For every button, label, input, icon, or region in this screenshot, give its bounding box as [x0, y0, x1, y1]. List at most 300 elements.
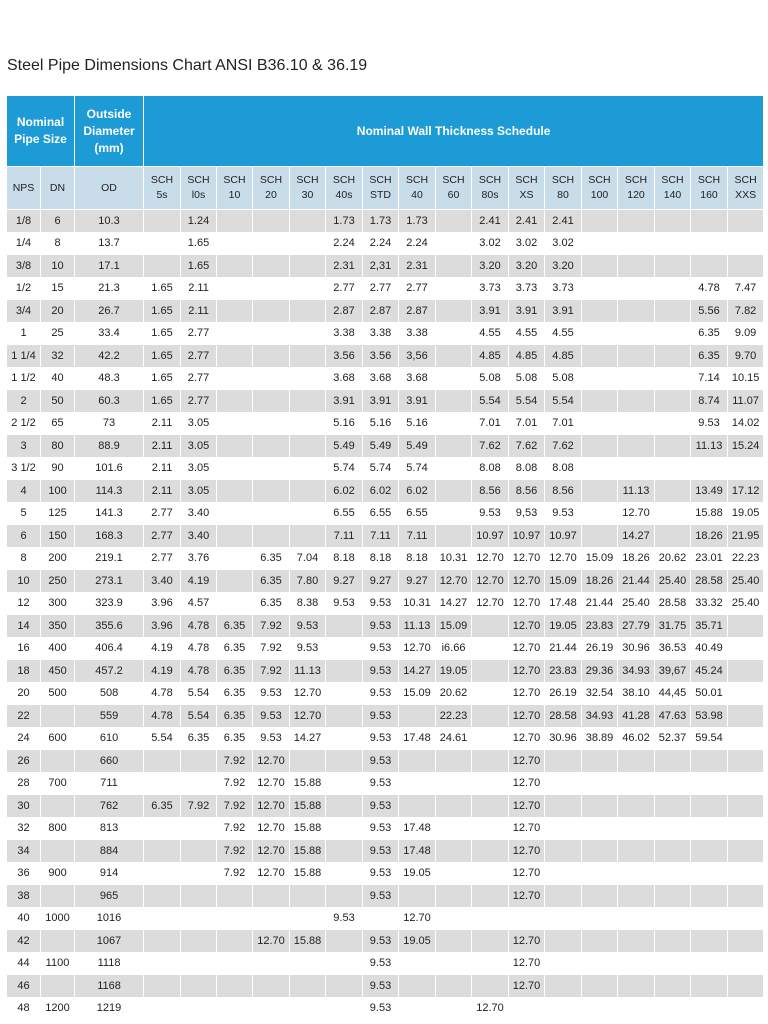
- cell-wall-thickness: [728, 660, 764, 683]
- header-schedule: SCH 80: [545, 167, 582, 210]
- cell-wall-thickness: 52.37: [655, 727, 691, 750]
- cell-wall-thickness: [545, 862, 582, 885]
- cell-wall-thickness: 12.70: [509, 862, 545, 885]
- cell-wall-thickness: [436, 930, 472, 953]
- cell-wall-thickness: [436, 885, 472, 908]
- cell-od: 1168: [75, 975, 144, 998]
- cell-wall-thickness: 3.73: [472, 277, 509, 300]
- cell-wall-thickness: 12.70: [509, 570, 545, 593]
- cell-wall-thickness: 2.77: [181, 345, 217, 368]
- cell-wall-thickness: 9.53: [326, 592, 363, 615]
- cell-wall-thickness: [545, 840, 582, 863]
- pipe-dimensions-table: [6, 95, 764, 1020]
- cell-wall-thickness: [290, 412, 326, 435]
- table-row: [7, 547, 764, 570]
- cell-wall-thickness: 12.70: [509, 795, 545, 818]
- cell-wall-thickness: 5.16: [326, 412, 363, 435]
- cell-wall-thickness: [326, 750, 363, 773]
- cell-wall-thickness: [290, 367, 326, 390]
- cell-wall-thickness: [582, 975, 618, 998]
- cell-nps: 46: [7, 975, 41, 998]
- cell-wall-thickness: 45.24: [691, 660, 728, 683]
- cell-wall-thickness: [728, 997, 764, 1020]
- cell-dn: 125: [41, 502, 75, 525]
- cell-wall-thickness: [618, 367, 655, 390]
- cell-nps: 3: [7, 435, 41, 458]
- cell-wall-thickness: [217, 480, 253, 503]
- table-row: [7, 907, 764, 930]
- cell-wall-thickness: 18.26: [618, 547, 655, 570]
- cell-od: 114.3: [75, 480, 144, 503]
- cell-wall-thickness: [217, 930, 253, 953]
- cell-wall-thickness: 9.53: [363, 885, 399, 908]
- cell-wall-thickness: 12.70: [509, 592, 545, 615]
- cell-wall-thickness: 1.65: [144, 300, 181, 323]
- cell-wall-thickness: [290, 390, 326, 413]
- table-row: [7, 525, 764, 548]
- cell-wall-thickness: 19.05: [545, 615, 582, 638]
- cell-od: 48.3: [75, 367, 144, 390]
- cell-wall-thickness: [253, 997, 290, 1020]
- cell-wall-thickness: [618, 930, 655, 953]
- cell-wall-thickness: [253, 502, 290, 525]
- cell-wall-thickness: [326, 660, 363, 683]
- cell-wall-thickness: [472, 952, 509, 975]
- cell-wall-thickness: [144, 255, 181, 278]
- page-title: Steel Pipe Dimensions Chart ANSI B36.10 & 36.19: [7, 57, 368, 74]
- cell-wall-thickness: 8.56: [545, 480, 582, 503]
- cell-wall-thickness: 1.73: [326, 210, 363, 233]
- cell-wall-thickness: [545, 795, 582, 818]
- cell-dn: 80: [41, 435, 75, 458]
- cell-nps: 30: [7, 795, 41, 818]
- cell-wall-thickness: [326, 862, 363, 885]
- cell-wall-thickness: [655, 795, 691, 818]
- cell-wall-thickness: [181, 862, 217, 885]
- table-row: [7, 952, 764, 975]
- cell-dn: [41, 975, 75, 998]
- cell-wall-thickness: 10.15: [728, 367, 764, 390]
- cell-wall-thickness: [217, 435, 253, 458]
- cell-wall-thickness: 12.70: [509, 660, 545, 683]
- cell-wall-thickness: 9.53: [691, 412, 728, 435]
- cell-wall-thickness: [655, 930, 691, 953]
- cell-wall-thickness: [217, 232, 253, 255]
- cell-wall-thickness: [582, 210, 618, 233]
- cell-wall-thickness: [472, 975, 509, 998]
- cell-wall-thickness: [582, 367, 618, 390]
- cell-wall-thickness: 3.05: [181, 480, 217, 503]
- cell-nps: 32: [7, 817, 41, 840]
- table-row: [7, 300, 764, 323]
- cell-wall-thickness: [253, 277, 290, 300]
- cell-wall-thickness: 12.70: [472, 997, 509, 1020]
- cell-wall-thickness: [217, 367, 253, 390]
- cell-wall-thickness: [582, 930, 618, 953]
- cell-wall-thickness: 6.02: [363, 480, 399, 503]
- cell-wall-thickness: [326, 930, 363, 953]
- cell-wall-thickness: 1.65: [144, 390, 181, 413]
- cell-dn: 65: [41, 412, 75, 435]
- cell-wall-thickness: [691, 750, 728, 773]
- cell-wall-thickness: 3.40: [144, 570, 181, 593]
- cell-wall-thickness: [144, 750, 181, 773]
- cell-wall-thickness: [436, 277, 472, 300]
- cell-wall-thickness: [326, 840, 363, 863]
- cell-wall-thickness: 19.05: [399, 862, 436, 885]
- cell-wall-thickness: 7.04: [290, 547, 326, 570]
- cell-wall-thickness: 6.35: [217, 615, 253, 638]
- cell-od: 101.6: [75, 457, 144, 480]
- cell-wall-thickness: 10.97: [509, 525, 545, 548]
- cell-wall-thickness: [618, 772, 655, 795]
- cell-wall-thickness: 15.88: [691, 502, 728, 525]
- cell-dn: [41, 930, 75, 953]
- cell-wall-thickness: [399, 772, 436, 795]
- cell-wall-thickness: 6.55: [399, 502, 436, 525]
- cell-wall-thickness: 15.09: [399, 682, 436, 705]
- cell-wall-thickness: [655, 435, 691, 458]
- cell-wall-thickness: [618, 975, 655, 998]
- cell-nps: 26: [7, 750, 41, 773]
- cell-nps: 28: [7, 772, 41, 795]
- cell-wall-thickness: 3.91: [472, 300, 509, 323]
- cell-od: 965: [75, 885, 144, 908]
- cell-wall-thickness: [181, 930, 217, 953]
- header-outside-diameter: Outside Diameter (mm): [75, 96, 144, 167]
- cell-wall-thickness: [144, 952, 181, 975]
- cell-wall-thickness: [217, 300, 253, 323]
- header-od: OD: [75, 167, 144, 210]
- cell-nps: 42: [7, 930, 41, 953]
- cell-dn: 350: [41, 615, 75, 638]
- cell-wall-thickness: [472, 772, 509, 795]
- table-row: [7, 210, 764, 233]
- cell-wall-thickness: 12.70: [290, 682, 326, 705]
- cell-wall-thickness: [655, 997, 691, 1020]
- cell-wall-thickness: [217, 592, 253, 615]
- cell-wall-thickness: [290, 952, 326, 975]
- cell-wall-thickness: [472, 637, 509, 660]
- cell-wall-thickness: [144, 817, 181, 840]
- cell-wall-thickness: [655, 255, 691, 278]
- cell-wall-thickness: 3.91: [363, 390, 399, 413]
- cell-wall-thickness: 10.31: [436, 547, 472, 570]
- cell-wall-thickness: 9.09: [728, 322, 764, 345]
- cell-od: 508: [75, 682, 144, 705]
- cell-wall-thickness: 12.70: [509, 975, 545, 998]
- cell-wall-thickness: [217, 885, 253, 908]
- cell-wall-thickness: 9.53: [363, 660, 399, 683]
- cell-wall-thickness: 5.54: [545, 390, 582, 413]
- cell-od: 323.9: [75, 592, 144, 615]
- cell-wall-thickness: [436, 457, 472, 480]
- cell-wall-thickness: [509, 907, 545, 930]
- cell-wall-thickness: [509, 997, 545, 1020]
- cell-wall-thickness: 2.77: [181, 390, 217, 413]
- cell-wall-thickness: 12.70: [472, 592, 509, 615]
- cell-wall-thickness: 19.05: [728, 502, 764, 525]
- cell-wall-thickness: [728, 772, 764, 795]
- cell-od: 406.4: [75, 637, 144, 660]
- cell-wall-thickness: [217, 547, 253, 570]
- cell-wall-thickness: [217, 997, 253, 1020]
- cell-wall-thickness: 6.35: [217, 682, 253, 705]
- cell-od: 884: [75, 840, 144, 863]
- cell-wall-thickness: [290, 322, 326, 345]
- cell-wall-thickness: [436, 232, 472, 255]
- cell-wall-thickness: [728, 637, 764, 660]
- cell-wall-thickness: [326, 772, 363, 795]
- cell-wall-thickness: 3.91: [399, 390, 436, 413]
- cell-wall-thickness: [436, 795, 472, 818]
- cell-wall-thickness: [691, 885, 728, 908]
- table-row: [7, 232, 764, 255]
- cell-wall-thickness: [181, 997, 217, 1020]
- cell-wall-thickness: 15.88: [290, 840, 326, 863]
- cell-nps: 1 1/2: [7, 367, 41, 390]
- cell-wall-thickness: 2.77: [181, 367, 217, 390]
- cell-wall-thickness: [582, 480, 618, 503]
- cell-wall-thickness: [545, 772, 582, 795]
- cell-wall-thickness: 15.88: [290, 862, 326, 885]
- cell-wall-thickness: 6.35: [181, 727, 217, 750]
- cell-dn: 400: [41, 637, 75, 660]
- cell-wall-thickness: [253, 457, 290, 480]
- cell-wall-thickness: [618, 210, 655, 233]
- cell-wall-thickness: 6.35: [253, 592, 290, 615]
- cell-wall-thickness: 5.16: [399, 412, 436, 435]
- cell-wall-thickness: 3.68: [363, 367, 399, 390]
- cell-wall-thickness: 17.48: [399, 840, 436, 863]
- cell-od: 1118: [75, 952, 144, 975]
- cell-wall-thickness: 5.16: [363, 412, 399, 435]
- cell-od: 73: [75, 412, 144, 435]
- cell-wall-thickness: 15.09: [545, 570, 582, 593]
- table-row: [7, 457, 764, 480]
- cell-wall-thickness: 12.70: [399, 637, 436, 660]
- cell-wall-thickness: [436, 997, 472, 1020]
- cell-wall-thickness: [655, 412, 691, 435]
- cell-wall-thickness: 10.97: [472, 525, 509, 548]
- cell-wall-thickness: [472, 615, 509, 638]
- cell-od: 21.3: [75, 277, 144, 300]
- cell-wall-thickness: 4.78: [181, 615, 217, 638]
- cell-wall-thickness: 26.19: [582, 637, 618, 660]
- cell-wall-thickness: 7.01: [509, 412, 545, 435]
- cell-wall-thickness: 34.93: [618, 660, 655, 683]
- cell-wall-thickness: 15.09: [582, 547, 618, 570]
- cell-wall-thickness: 1.24: [181, 210, 217, 233]
- header-schedule: SCH 40s: [326, 167, 363, 210]
- cell-od: 559: [75, 705, 144, 728]
- cell-wall-thickness: 15.88: [290, 930, 326, 953]
- cell-nps: 1/4: [7, 232, 41, 255]
- cell-wall-thickness: 4.85: [472, 345, 509, 368]
- cell-wall-thickness: [728, 232, 764, 255]
- cell-wall-thickness: [399, 885, 436, 908]
- cell-od: 10.3: [75, 210, 144, 233]
- cell-od: 914: [75, 862, 144, 885]
- cell-wall-thickness: 4.19: [144, 660, 181, 683]
- cell-wall-thickness: 7.92: [253, 660, 290, 683]
- cell-od: 168.3: [75, 525, 144, 548]
- cell-wall-thickness: 2.41: [545, 210, 582, 233]
- cell-nps: 24: [7, 727, 41, 750]
- cell-wall-thickness: 4.78: [181, 637, 217, 660]
- cell-wall-thickness: 5.74: [326, 457, 363, 480]
- cell-wall-thickness: [253, 390, 290, 413]
- cell-nps: 38: [7, 885, 41, 908]
- cell-wall-thickness: 2.41: [509, 210, 545, 233]
- cell-dn: 300: [41, 592, 75, 615]
- cell-wall-thickness: 2.11: [144, 435, 181, 458]
- cell-wall-thickness: [217, 952, 253, 975]
- cell-wall-thickness: [326, 997, 363, 1020]
- cell-wall-thickness: 9.53: [363, 772, 399, 795]
- cell-wall-thickness: [436, 840, 472, 863]
- cell-wall-thickness: [582, 457, 618, 480]
- cell-wall-thickness: 6.35: [217, 705, 253, 728]
- cell-wall-thickness: [363, 907, 399, 930]
- cell-wall-thickness: 2.77: [399, 277, 436, 300]
- header-schedule: SCH 120: [618, 167, 655, 210]
- cell-wall-thickness: 2.24: [326, 232, 363, 255]
- cell-wall-thickness: [436, 390, 472, 413]
- cell-wall-thickness: 2.77: [144, 525, 181, 548]
- cell-dn: 500: [41, 682, 75, 705]
- cell-wall-thickness: [181, 817, 217, 840]
- cell-wall-thickness: [691, 907, 728, 930]
- cell-wall-thickness: 9.53: [363, 705, 399, 728]
- cell-wall-thickness: [728, 817, 764, 840]
- cell-wall-thickness: 2.41: [472, 210, 509, 233]
- cell-wall-thickness: [618, 952, 655, 975]
- table-row: [7, 390, 764, 413]
- cell-wall-thickness: [290, 502, 326, 525]
- cell-od: 1067: [75, 930, 144, 953]
- cell-dn: 150: [41, 525, 75, 548]
- cell-wall-thickness: 7.62: [545, 435, 582, 458]
- cell-od: 273.1: [75, 570, 144, 593]
- cell-wall-thickness: [618, 885, 655, 908]
- cell-wall-thickness: 3.02: [545, 232, 582, 255]
- cell-nps: 14: [7, 615, 41, 638]
- cell-wall-thickness: 32.54: [582, 682, 618, 705]
- cell-wall-thickness: 8.56: [472, 480, 509, 503]
- cell-wall-thickness: [253, 412, 290, 435]
- cell-wall-thickness: [399, 952, 436, 975]
- cell-wall-thickness: [582, 885, 618, 908]
- cell-wall-thickness: 3.38: [399, 322, 436, 345]
- cell-wall-thickness: [326, 885, 363, 908]
- cell-wall-thickness: 7.01: [545, 412, 582, 435]
- cell-dn: [41, 885, 75, 908]
- cell-wall-thickness: [472, 840, 509, 863]
- cell-wall-thickness: 10.97: [545, 525, 582, 548]
- cell-wall-thickness: [181, 772, 217, 795]
- cell-wall-thickness: 12.70: [253, 795, 290, 818]
- cell-wall-thickness: [728, 930, 764, 953]
- cell-od: 813: [75, 817, 144, 840]
- header-schedule: SCH XXS: [728, 167, 764, 210]
- cell-wall-thickness: [436, 772, 472, 795]
- cell-wall-thickness: [618, 412, 655, 435]
- cell-od: 17.1: [75, 255, 144, 278]
- cell-wall-thickness: 8.56: [509, 480, 545, 503]
- header-dn: DN: [41, 167, 75, 210]
- cell-wall-thickness: [728, 705, 764, 728]
- cell-wall-thickness: 3.96: [144, 615, 181, 638]
- table-row: [7, 682, 764, 705]
- cell-wall-thickness: [253, 435, 290, 458]
- cell-wall-thickness: [691, 817, 728, 840]
- cell-wall-thickness: [472, 907, 509, 930]
- cell-wall-thickness: [618, 277, 655, 300]
- cell-wall-thickness: 5.54: [181, 682, 217, 705]
- cell-wall-thickness: [399, 750, 436, 773]
- cell-dn: 32: [41, 345, 75, 368]
- cell-wall-thickness: [290, 997, 326, 1020]
- cell-wall-thickness: 27.79: [618, 615, 655, 638]
- cell-wall-thickness: 8.38: [290, 592, 326, 615]
- cell-nps: 4: [7, 480, 41, 503]
- cell-wall-thickness: [472, 682, 509, 705]
- cell-nps: 34: [7, 840, 41, 863]
- cell-wall-thickness: [582, 997, 618, 1020]
- cell-wall-thickness: [545, 975, 582, 998]
- cell-od: 711: [75, 772, 144, 795]
- cell-nps: 6: [7, 525, 41, 548]
- cell-nps: 1/8: [7, 210, 41, 233]
- cell-wall-thickness: 1.65: [144, 322, 181, 345]
- cell-wall-thickness: 12.70: [290, 705, 326, 728]
- cell-nps: 18: [7, 660, 41, 683]
- cell-wall-thickness: 8.18: [363, 547, 399, 570]
- cell-wall-thickness: 6.35: [217, 660, 253, 683]
- cell-wall-thickness: 1.65: [181, 255, 217, 278]
- cell-wall-thickness: 7.92: [217, 795, 253, 818]
- cell-wall-thickness: [582, 817, 618, 840]
- table-row: [7, 592, 764, 615]
- cell-wall-thickness: [655, 210, 691, 233]
- cell-wall-thickness: [582, 435, 618, 458]
- cell-wall-thickness: 23.01: [691, 547, 728, 570]
- cell-dn: 100: [41, 480, 75, 503]
- cell-wall-thickness: 44,45: [655, 682, 691, 705]
- cell-wall-thickness: 7.11: [326, 525, 363, 548]
- cell-wall-thickness: 7.92: [217, 817, 253, 840]
- cell-wall-thickness: [217, 390, 253, 413]
- cell-wall-thickness: [217, 525, 253, 548]
- cell-wall-thickness: [326, 615, 363, 638]
- cell-wall-thickness: [436, 322, 472, 345]
- cell-wall-thickness: [582, 345, 618, 368]
- cell-wall-thickness: 9.53: [472, 502, 509, 525]
- cell-wall-thickness: 9.53: [253, 682, 290, 705]
- cell-wall-thickness: [472, 885, 509, 908]
- cell-dn: 20: [41, 300, 75, 323]
- cell-wall-thickness: 7.92: [217, 840, 253, 863]
- cell-nps: 44: [7, 952, 41, 975]
- cell-wall-thickness: 28.58: [655, 592, 691, 615]
- cell-wall-thickness: 35.71: [691, 615, 728, 638]
- cell-nps: 48: [7, 997, 41, 1020]
- cell-wall-thickness: [217, 907, 253, 930]
- cell-wall-thickness: 8.18: [326, 547, 363, 570]
- cell-wall-thickness: 9.53: [363, 592, 399, 615]
- cell-wall-thickness: 11.13: [691, 435, 728, 458]
